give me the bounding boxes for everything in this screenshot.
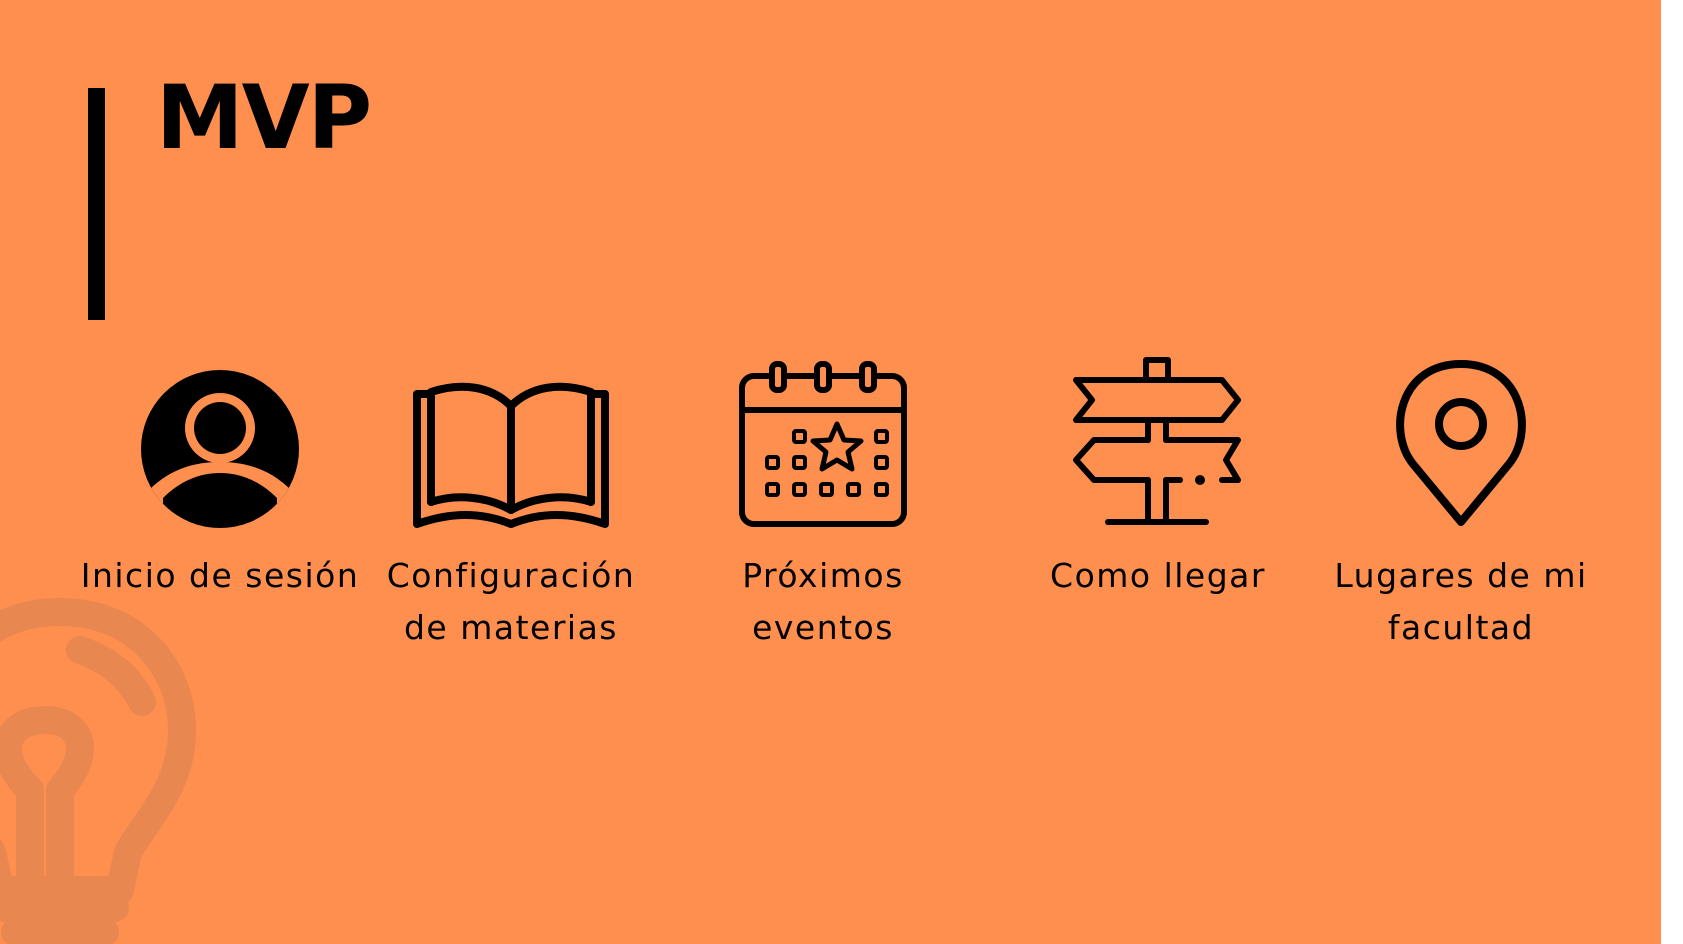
- feature-places: [1311, 350, 1611, 654]
- feature-directions: [1008, 350, 1308, 602]
- signpost-icon: [1072, 350, 1244, 528]
- calendar-star-icon: [738, 350, 908, 528]
- feature-subjects: [361, 350, 661, 654]
- slide-title: MVP: [156, 66, 371, 169]
- accent-bar: [88, 88, 105, 320]
- feature-events: [673, 350, 973, 654]
- feature-label: Inicio de sesión: [80, 556, 360, 595]
- feature-label: Configuración de materias: [386, 556, 636, 647]
- user-profile-icon: [141, 350, 299, 528]
- open-book-icon: [411, 350, 611, 528]
- location-pin-icon: [1393, 350, 1529, 528]
- feature-label: Próximos eventos: [742, 556, 904, 647]
- feature-label: Lugares de mi facultad: [1334, 556, 1588, 647]
- lightbulb-icon: [0, 590, 220, 944]
- feature-login: [70, 350, 370, 602]
- feature-label: Como llegar: [1050, 556, 1266, 595]
